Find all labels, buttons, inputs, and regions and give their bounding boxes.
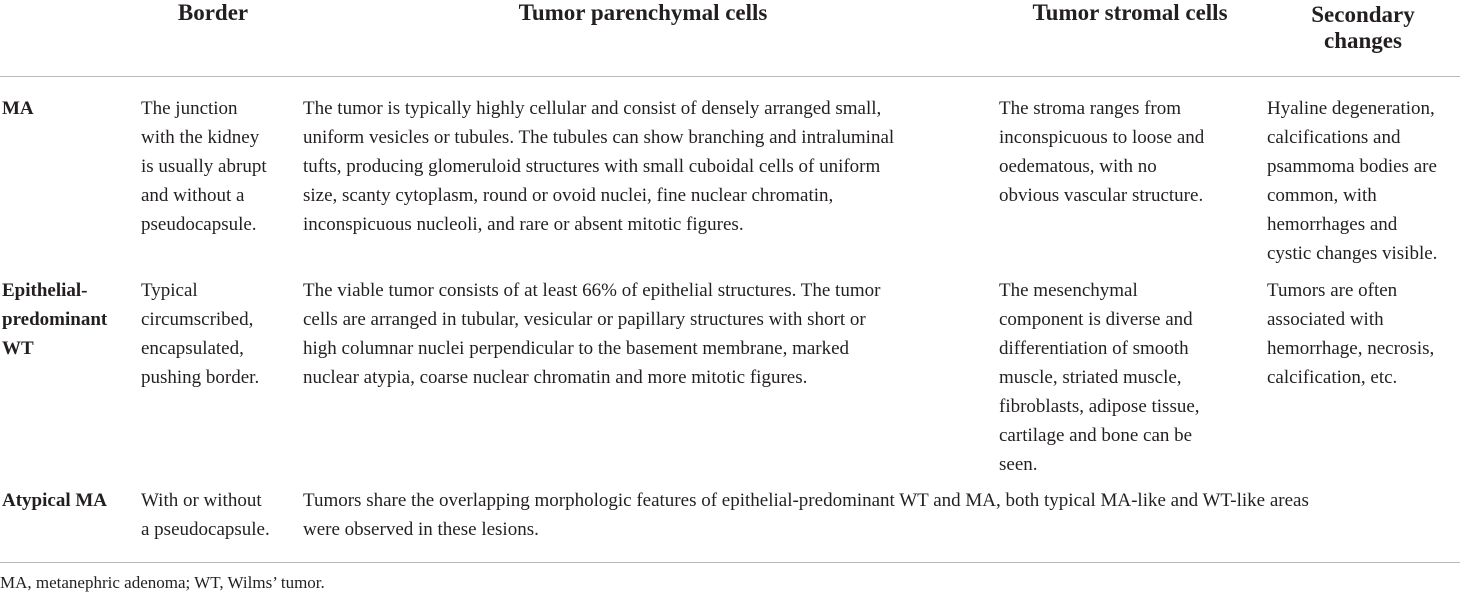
atypical-border-cell: With or without a pseudocapsule. — [141, 490, 270, 540]
wt-border-cell: Typical circumscribed, encapsulated, pushing border. — [141, 280, 260, 388]
table-bottom-rule — [0, 562, 1460, 563]
row-label-epithelial-wt: Epithelial- predominant WT — [2, 280, 108, 359]
header-parenchymal: Tumor parenchymal cells — [518, 0, 768, 25]
header-secondary: Secondary changes — [1311, 2, 1415, 53]
ma-parenchymal-cell: The tumor is typically highly cellular and consist of densely arranged small, uniform vesicles or tubules. The tubules can show branching and intraluminal tufts, producing glomeruloid structures with small cuboidal cells of uniform size, scanty cytoplasm, round or ovoid nuclei, fine nuclear chromatin, inconspicuous nucleoli, and rare or absent mitotic figures. — [303, 98, 895, 235]
header-rule — [0, 76, 1460, 77]
row-label-ma: MA — [2, 98, 34, 119]
header-border: Border — [177, 0, 249, 25]
wt-secondary-cell: Tumors are often associated with hemorrhage, necrosis, calcification, etc. — [1267, 280, 1435, 388]
wt-parenchymal-cell: The viable tumor consists of at least 66% of epithelial structures. The tumor cells are arranged in tubular, vesicular or papillary structures with short or high columnar nuclei perpendicular to the basement membrane, marked nuclear atypia, coarse nuclear chromatin and more mitotic figures. — [303, 280, 881, 388]
row-label-atypical-ma: Atypical MA — [2, 490, 108, 511]
wt-stromal-cell: The mesenchymal component is diverse and differentiation of smooth muscle, striated muscle, fibroblasts, adipose tissue, cartilage and bone can be seen. — [999, 280, 1200, 475]
ma-stromal-cell: The stroma ranges from inconspicuous to loose and oedematous, with no obvious vascular structure. — [999, 98, 1205, 206]
ma-border-cell: The junction with the kidney is usually abrupt and without a pseudocapsule. — [141, 98, 267, 235]
header-stromal: Tumor stromal cells — [1032, 0, 1228, 25]
table-footnote: MA, metanephric adenoma; WT, Wilms’ tumor. — [0, 573, 325, 592]
ma-secondary-cell: Hyaline degeneration, calcifications and psammoma bodies are common, with hemorrhages and cystic changes visible. — [1267, 98, 1438, 264]
atypical-merged-cell: Tumors share the overlapping morphologic features of epithelial-predominant WT and MA, both typical MA-like and WT-like areas were observed in these lesions. — [303, 490, 1309, 540]
